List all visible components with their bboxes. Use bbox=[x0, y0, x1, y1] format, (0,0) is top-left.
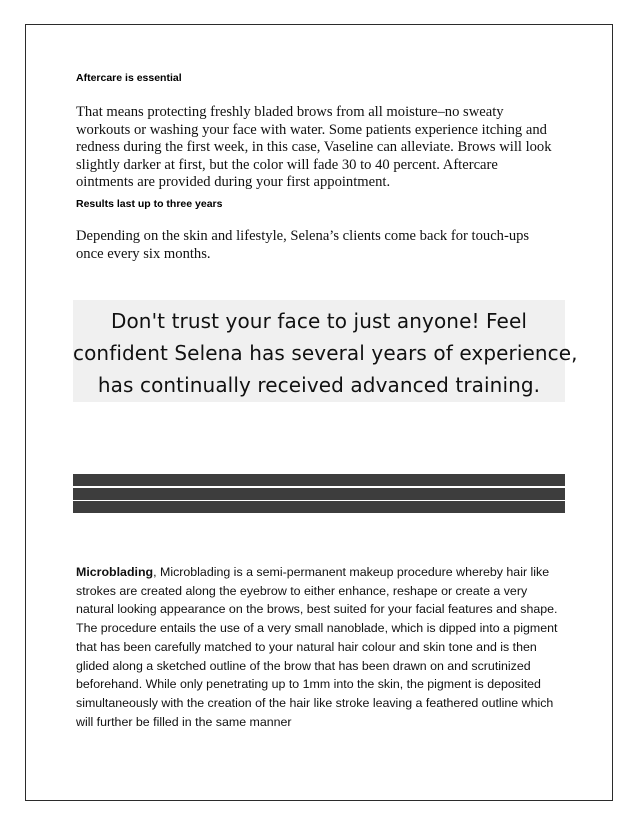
text-line: will further be filled in the same manner bbox=[76, 714, 292, 729]
dark-bar bbox=[73, 501, 565, 513]
callout-line: confident Selena has several years of experience, bbox=[73, 341, 578, 365]
text-line: that has been carefully matched to your natural hair colour and skin tone and is then bbox=[76, 639, 537, 654]
text-line: simultaneously with the creation of the hair like stroke leaving a feathered outline which bbox=[76, 695, 554, 710]
text-line: workouts or washing your face with water. Some patients experience itching and bbox=[76, 121, 547, 138]
text-line: glided along a sketched outline of the brow that has been drawn on and scrutinized bbox=[76, 658, 531, 673]
microblading-paragraph bbox=[76, 563, 571, 731]
results-paragraph bbox=[76, 228, 556, 263]
dark-table-bars bbox=[73, 474, 565, 513]
text-line: beforehand. While only penetrating up to 1mm into the skin, the pigment is deposited bbox=[76, 677, 541, 692]
microblading-term: Microblading bbox=[76, 565, 154, 579]
text-line: natural looking appearance on the brows, best suited for your facial features and shape. bbox=[76, 602, 558, 617]
aftercare-paragraph bbox=[76, 104, 556, 192]
aftercare-heading: Aftercare is essential bbox=[76, 72, 182, 84]
text-line: ointments are provided during your first appointment. bbox=[76, 174, 391, 191]
text-line: That means protecting freshly bladed brows from all moisture–no sweaty bbox=[76, 104, 504, 120]
text-line: once every six months. bbox=[76, 245, 211, 262]
text-line: strokes are created along the eyebrow to either enhance, reshape or create a very bbox=[76, 583, 528, 598]
dark-bar bbox=[73, 488, 565, 500]
results-heading: Results last up to three years bbox=[76, 198, 223, 210]
text-line-rest: , Microblading is a semi-permanent makeup procedure whereby hair like bbox=[153, 565, 550, 579]
text-line: Depending on the skin and lifestyle, Selena’s clients come back for touch-ups bbox=[76, 228, 530, 244]
text-line bbox=[76, 563, 571, 582]
dark-bar bbox=[73, 474, 565, 486]
text-line: The procedure entails the use of a very small nanoblade, which is dipped into a pigment bbox=[76, 621, 558, 636]
callout-line: has continually received advanced training. bbox=[97, 373, 541, 397]
text-line: redness during the first week, in this case, Vaseline can alleviate. Brows will look bbox=[76, 139, 552, 156]
text-line: slightly darker at first, but the color will fade 30 to 40 percent. Aftercare bbox=[76, 156, 498, 173]
callout-box bbox=[73, 300, 578, 402]
callout-line: Don't trust your face to just anyone! Feel bbox=[110, 309, 528, 333]
